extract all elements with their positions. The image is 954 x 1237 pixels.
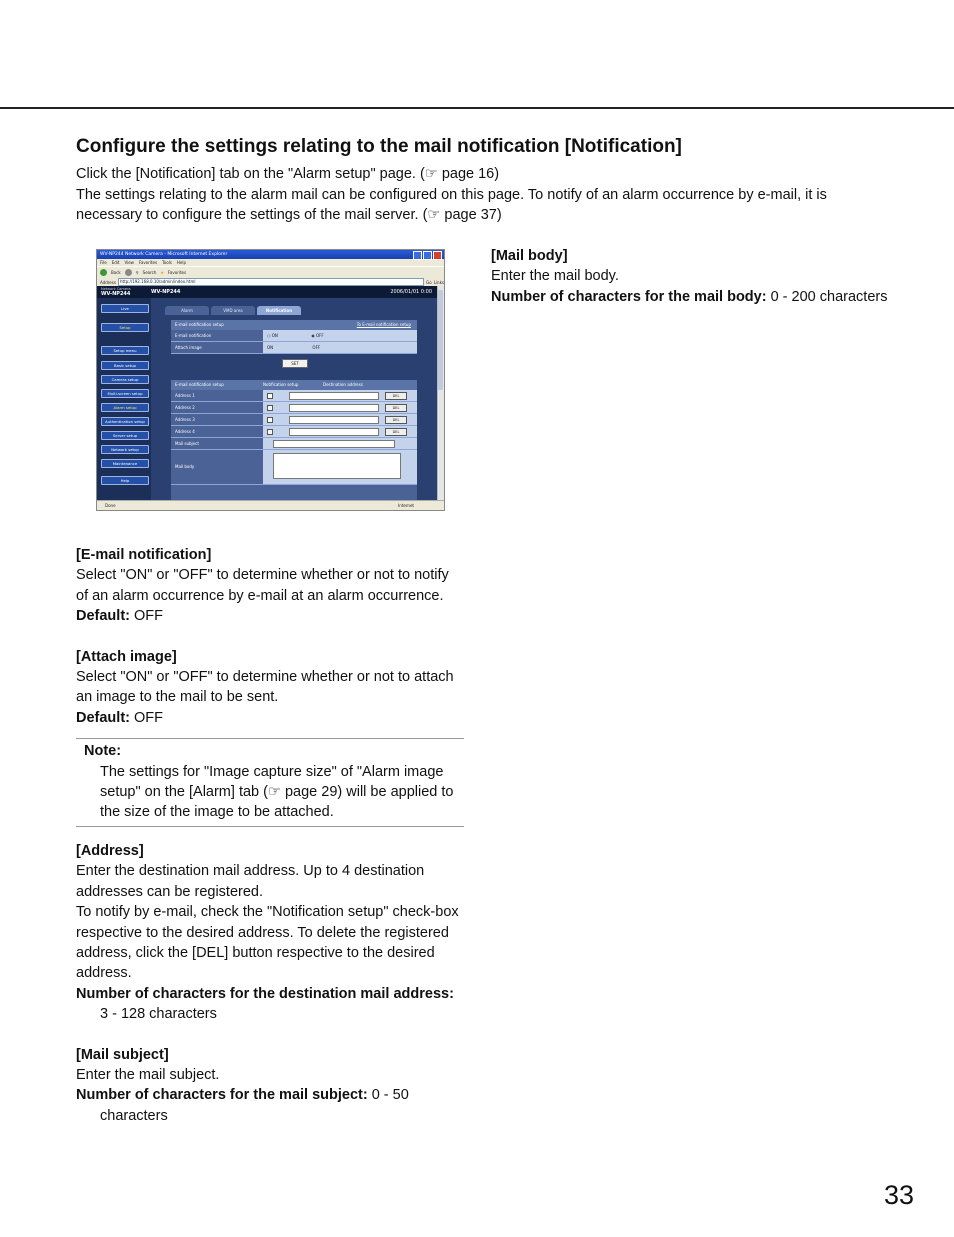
alarm-setup-button[interactable]: Alarm setup bbox=[101, 403, 149, 412]
app-header bbox=[97, 286, 438, 298]
radio-on-icon[interactable]: ○ bbox=[267, 333, 271, 338]
go-button[interactable]: Go bbox=[426, 279, 432, 285]
body-num-label: Number of characters for the mail body: bbox=[491, 288, 767, 305]
set-button[interactable]: SET bbox=[282, 359, 308, 368]
address-4-value bbox=[263, 426, 417, 437]
address-text-1: Enter the destination mail address. Up to 4 destination addresses can be registered. bbox=[76, 863, 425, 900]
browser-titlebar bbox=[97, 250, 444, 259]
left-column bbox=[76, 545, 464, 1126]
note-title: Note: bbox=[84, 743, 122, 760]
setup-menu-button[interactable]: Setup menu bbox=[101, 346, 149, 355]
tab-vmd-area[interactable]: VMD area bbox=[211, 306, 255, 315]
menu-favorites[interactable]: Favorites bbox=[138, 260, 158, 265]
email-notification-row bbox=[171, 330, 417, 342]
browser-menubar bbox=[97, 259, 444, 266]
mail-subject-text: Enter the mail subject. bbox=[76, 1066, 220, 1083]
address-2-input[interactable] bbox=[289, 404, 379, 412]
email-default bbox=[76, 606, 464, 626]
authentication-setup-button[interactable]: Authentication setup bbox=[101, 417, 149, 426]
address-3-value bbox=[263, 414, 417, 425]
radio-on-label: ON bbox=[271, 333, 278, 338]
model-main: WV-NP244 bbox=[151, 289, 181, 295]
mail-body-textarea[interactable] bbox=[273, 453, 401, 479]
email-notification-title: [E-mail notification] bbox=[76, 547, 212, 563]
star-icon[interactable]: ★ bbox=[160, 270, 164, 275]
maximize-icon[interactable] bbox=[423, 251, 432, 260]
setup-sidebar bbox=[97, 298, 151, 500]
brand-label: Network Camera bbox=[101, 287, 131, 291]
minimize-icon[interactable] bbox=[413, 251, 422, 260]
links-button[interactable]: Links bbox=[433, 279, 444, 285]
help-button[interactable]: Help bbox=[101, 476, 149, 485]
address-1-label: Address 1 bbox=[175, 393, 195, 398]
window-buttons bbox=[413, 251, 442, 260]
datetime: 2006/01/01 0:00 bbox=[390, 289, 432, 295]
attach-image-label: Attach image bbox=[175, 345, 202, 350]
address-row bbox=[171, 426, 417, 438]
close-icon[interactable] bbox=[433, 251, 442, 260]
menu-file[interactable]: File bbox=[100, 260, 107, 265]
attach-image-value bbox=[263, 342, 417, 353]
checkbox[interactable] bbox=[267, 429, 273, 435]
address-text-2: To notify by e-mail, check the "Notification setup" check-box respective to the desired address. To delete the registered address, click the [DEL] button respective to the desired address. bbox=[76, 904, 459, 982]
address-row bbox=[171, 414, 417, 426]
page-number: 33 bbox=[883, 1180, 914, 1210]
panel-header bbox=[171, 320, 417, 330]
back-icon[interactable] bbox=[100, 269, 107, 276]
top-rule bbox=[0, 107, 954, 109]
camera-app bbox=[97, 286, 438, 500]
attach-image-title: [Attach image] bbox=[76, 648, 177, 665]
address-4-label: Address 4 bbox=[175, 429, 195, 434]
mail-subject-row bbox=[171, 438, 417, 450]
server-setup-button[interactable]: Server setup bbox=[101, 431, 149, 440]
basic-setup-button[interactable]: Basic setup bbox=[101, 361, 149, 370]
address-3-input[interactable] bbox=[289, 416, 379, 424]
status-done: Done bbox=[105, 503, 116, 508]
network-setup-button[interactable]: Network setup bbox=[101, 445, 149, 454]
address-input[interactable]: http://192.168.0.10/admin/index.html bbox=[118, 278, 424, 286]
menu-tools[interactable]: Tools bbox=[162, 260, 172, 265]
mail-body-row bbox=[171, 450, 417, 485]
tab-notification[interactable]: Notification bbox=[257, 306, 301, 315]
email-notification-label: E-mail notification bbox=[175, 333, 212, 338]
address-title: [Address] bbox=[76, 842, 144, 859]
col-notification-setup: Notification setup bbox=[263, 382, 299, 387]
address-num-value: 3 - 128 characters bbox=[100, 1006, 217, 1023]
section-heading: Configure the settings relating to the mail notification [Notification] bbox=[76, 136, 682, 157]
address-label: Address bbox=[100, 279, 116, 285]
email-notification-panel bbox=[171, 320, 417, 354]
model-left: WV-NP244 bbox=[101, 291, 131, 297]
menu-help[interactable]: Help bbox=[176, 260, 187, 265]
mail-body-value bbox=[263, 450, 417, 484]
col-destination-address: Destination address bbox=[323, 382, 363, 387]
attach-off-label[interactable]: OFF bbox=[312, 345, 321, 350]
browser-addressbar bbox=[97, 278, 444, 286]
default-label: Default: bbox=[76, 709, 130, 726]
mail-subject-value bbox=[263, 438, 417, 449]
menu-edit[interactable]: Edit bbox=[111, 260, 120, 265]
subject-char-count bbox=[76, 1085, 464, 1126]
window-title: WV-NP244 Network Camera - Microsoft Internet Explorer bbox=[100, 252, 228, 257]
attach-image-text: Select "ON" or "OFF" to determine whether or not to attach an image to the mail to be sent. bbox=[76, 669, 454, 706]
setup-tabs bbox=[165, 306, 301, 315]
default-value: OFF bbox=[134, 709, 164, 726]
intro-text bbox=[76, 164, 876, 226]
default-value: OFF bbox=[134, 608, 164, 625]
mail-subject-title: [Mail subject] bbox=[76, 1046, 169, 1063]
panel-header-label: E-mail notification setup bbox=[175, 322, 224, 327]
intro-line-2: The settings relating to the alarm mail can be configured on this page. To notify of an alarm occurrence by e-mail, it is necessary to configure the settings of the mail server. (☞ page 37) bbox=[76, 186, 827, 223]
address-1-value bbox=[263, 390, 417, 401]
subject-num-label: Number of characters for the mail subject: bbox=[76, 1087, 368, 1104]
setup-content bbox=[151, 298, 438, 500]
status-internet: Internet bbox=[398, 503, 414, 508]
note-box bbox=[76, 738, 464, 827]
maintenance-button[interactable]: Maintenance bbox=[101, 459, 149, 468]
address-4-input[interactable] bbox=[289, 428, 379, 436]
address-panel bbox=[171, 380, 417, 500]
del-button[interactable]: DEL bbox=[385, 392, 407, 400]
scrollbar-thumb[interactable] bbox=[438, 290, 443, 390]
address-1-input[interactable] bbox=[289, 392, 379, 400]
mail-subject-input[interactable] bbox=[273, 440, 395, 448]
radio-off-icon[interactable]: ◉ bbox=[311, 333, 315, 338]
address-2-value bbox=[263, 402, 417, 413]
del-button[interactable]: DEL bbox=[385, 416, 407, 424]
email-notification-value bbox=[263, 330, 417, 341]
search-label[interactable]: Search bbox=[142, 270, 157, 275]
mail-body-text: Enter the mail body. bbox=[491, 268, 619, 285]
intro-line-1: Click the [Notification] tab on the "Alarm setup" page. (☞ page 16) bbox=[76, 166, 500, 182]
favorites-label[interactable]: Favorites bbox=[168, 270, 187, 275]
del-button[interactable]: DEL bbox=[385, 428, 407, 436]
mail-body-label: Mail body bbox=[175, 464, 195, 469]
multi-screen-setup-button[interactable]: Multi-screen setup bbox=[101, 389, 149, 398]
email-notification-text: Select "ON" or "OFF" to determine whether or not to notify of an alarm occurrence by e-mail at an alarm occurrence. bbox=[76, 567, 449, 604]
mail-subject-label: Mail subject bbox=[175, 441, 199, 446]
checkbox[interactable] bbox=[267, 405, 273, 411]
address-3-label: Address 3 bbox=[175, 417, 195, 422]
menu-view[interactable]: View bbox=[124, 260, 134, 265]
browser-toolbar bbox=[97, 266, 444, 278]
setup-button[interactable]: Setup bbox=[101, 323, 149, 332]
address-num-label: Number of characters for the destination mail address: bbox=[76, 985, 454, 1002]
radio-off-label: OFF bbox=[315, 333, 324, 338]
mail-body-title: [Mail body] bbox=[491, 248, 568, 264]
subject-num-value: 0 - 50 characters bbox=[100, 1087, 409, 1124]
attach-image-row bbox=[171, 342, 417, 354]
body-char-count bbox=[491, 287, 891, 307]
del-button[interactable]: DEL bbox=[385, 404, 407, 412]
notification-screenshot bbox=[96, 249, 445, 511]
browser-statusbar bbox=[97, 500, 444, 510]
address-panel-header bbox=[171, 380, 417, 390]
tab-alarm[interactable]: Alarm bbox=[165, 306, 209, 315]
forward-icon[interactable] bbox=[125, 269, 132, 276]
browser-scrollbar[interactable] bbox=[437, 286, 444, 500]
default-label: Default: bbox=[76, 608, 130, 625]
email-setup-link[interactable]: To E-mail notification setup bbox=[356, 322, 411, 327]
checkbox[interactable] bbox=[267, 417, 273, 423]
address-panel-label: E-mail notification setup bbox=[175, 382, 224, 387]
attach-default bbox=[76, 708, 464, 728]
address-char-count bbox=[76, 984, 464, 1025]
back-label[interactable]: Back bbox=[111, 270, 121, 275]
address-2-label: Address 2 bbox=[175, 405, 195, 410]
attach-on-label[interactable]: ON bbox=[267, 345, 274, 350]
checkbox[interactable] bbox=[267, 393, 273, 399]
right-column bbox=[491, 246, 891, 307]
search-icon[interactable]: ⚲ bbox=[135, 270, 139, 275]
note-text: The settings for "Image capture size" of "Alarm image setup" on the [Alarm] tab (☞ page 29) will be applied to the size of the image to be attached. bbox=[100, 763, 454, 821]
address-row bbox=[171, 390, 417, 402]
camera-setup-button[interactable]: Camera setup bbox=[101, 375, 149, 384]
live-button[interactable]: Live bbox=[101, 304, 149, 313]
body-num-value: 0 - 200 characters bbox=[770, 288, 888, 305]
address-row bbox=[171, 402, 417, 414]
